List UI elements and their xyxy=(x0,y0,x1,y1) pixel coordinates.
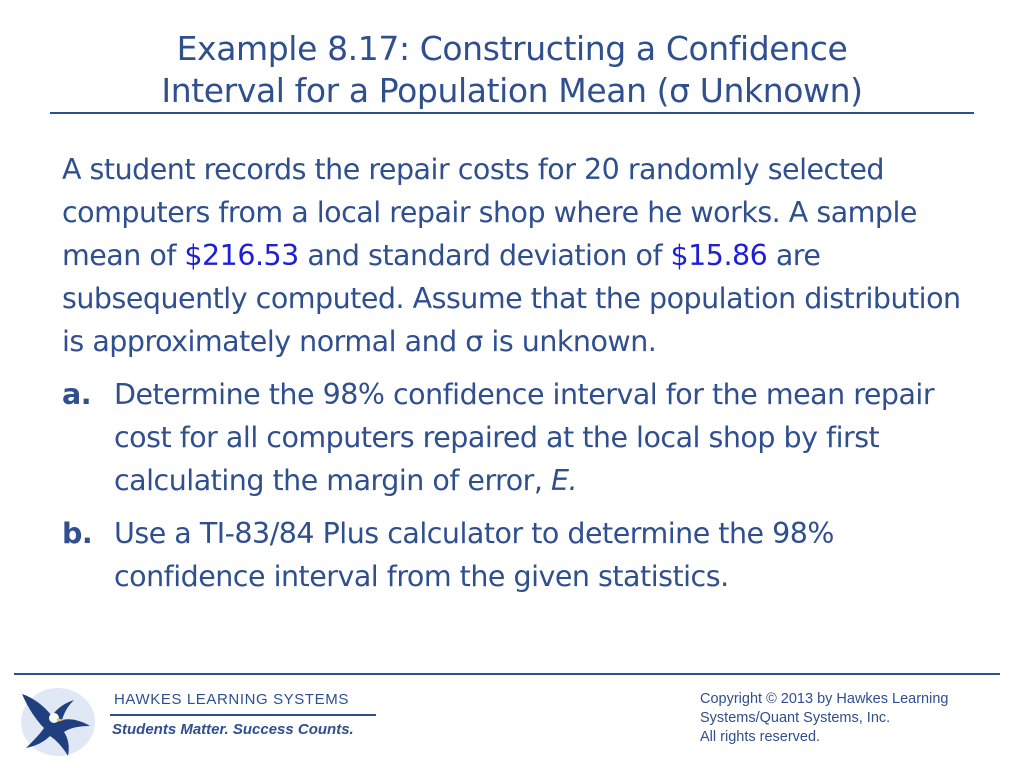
slide-title xyxy=(60,28,964,112)
question-item-a xyxy=(62,373,962,502)
eagle-logo-icon xyxy=(18,684,98,760)
question-list xyxy=(62,373,962,598)
copyright-notice xyxy=(700,690,1010,747)
title-sigma-symbol: σ xyxy=(669,71,690,110)
copyright-line-2: Systems/Quant Systems, Inc. xyxy=(700,710,891,726)
problem-statement xyxy=(62,148,962,363)
intro-text-2: and standard deviation of xyxy=(298,239,671,272)
question-label-a: a. xyxy=(62,378,92,411)
copyright-line-3: All rights reserved. xyxy=(700,729,821,745)
margin-of-error-symbol: E. xyxy=(551,464,578,497)
brand-divider xyxy=(110,714,376,716)
title-line-2 xyxy=(60,70,964,112)
question-text-a xyxy=(114,373,962,502)
std-dev-value: $15.86 xyxy=(670,239,768,272)
intro-text-3: are subsequently computed. Assume that the population distribution is approximately normal and xyxy=(62,239,961,358)
title-line-2-start: Interval for a Population Mean ( xyxy=(161,71,670,110)
sigma-symbol: σ xyxy=(465,325,483,358)
title-line-1: Example 8.17: Constructing a Confidence xyxy=(176,29,848,68)
copyright-line-1: Copyright © 2013 by Hawkes Learning xyxy=(700,691,949,707)
brand-tagline: Students Matter. Success Counts. xyxy=(112,721,354,738)
intro-text-4: is unknown. xyxy=(482,325,657,358)
title-line-2-end: Unknown) xyxy=(689,71,863,110)
footer-divider xyxy=(14,673,1000,675)
question-label-b: b. xyxy=(62,517,93,550)
question-text-b: Use a TI-83/84 Plus calculator to determine the 98% confidence interval from the given statistics. xyxy=(114,517,834,593)
intro-text-1: A student records the repair costs for 20 randomly selected computers from a local repair shop where he works. A sample mean of xyxy=(62,153,917,272)
question-item-b xyxy=(62,512,962,598)
slide-body xyxy=(62,148,962,598)
sample-mean-value: $216.53 xyxy=(184,239,299,272)
title-divider xyxy=(50,112,974,114)
brand-name: HAWKES LEARNING SYSTEMS xyxy=(114,691,349,708)
question-a-body: Determine the 98% confidence interval for the mean repair cost for all computers repaired at the local shop by first calculating the margin of error, xyxy=(114,378,935,497)
